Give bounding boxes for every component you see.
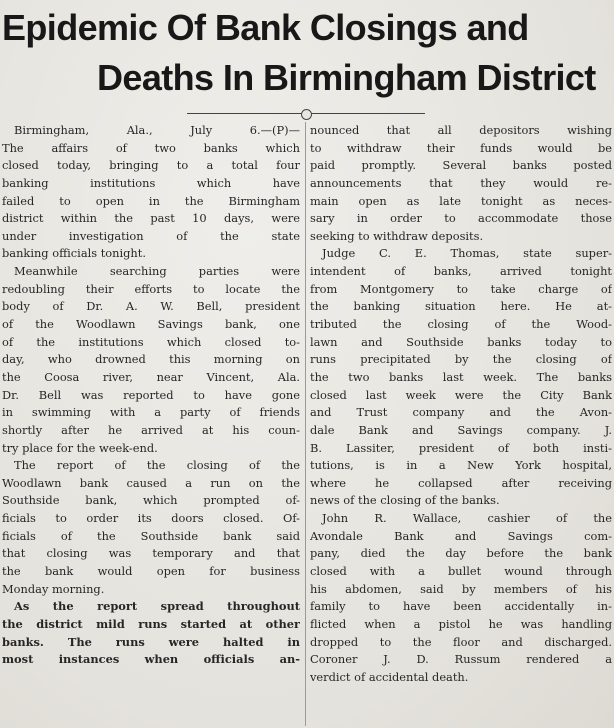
article-text-line: where he collapsed after receiving bbox=[310, 475, 612, 490]
article-text-line: announcements that they would re- bbox=[310, 175, 612, 190]
article-text-line: most instances when officials an- bbox=[2, 652, 300, 667]
article-text-line: day, who drowned this morning on bbox=[2, 352, 300, 367]
article-text-line: flicted when a pistol he was handling bbox=[310, 616, 612, 631]
article-text-line: ficials to order its doors closed. Of- bbox=[2, 511, 300, 526]
article-text-line: the district mild runs started at other bbox=[2, 616, 300, 631]
article-text-line: The affairs of two banks which bbox=[2, 140, 300, 155]
article-text-line: B. Lassiter, president of both insti- bbox=[310, 440, 612, 455]
headline-divider-ornament bbox=[301, 109, 312, 120]
article-text-line: ficials of the Southside bank said bbox=[2, 528, 300, 543]
article-text-line: try place for the week-end. bbox=[2, 440, 158, 455]
article-text-line: Judge C. E. Thomas, state super- bbox=[322, 246, 612, 261]
article-text-line: runs precipitated by the closing of bbox=[310, 352, 612, 367]
headline-line-2: Deaths In Birmingham District bbox=[97, 57, 596, 98]
article-text-line: the two banks last week. The banks bbox=[310, 369, 612, 384]
article-text-line: Woodlawn bank caused a run on the bbox=[2, 475, 300, 490]
article-text-line: in swimming with a party of friends bbox=[2, 405, 300, 420]
article-text-line: redoubling their efforts to locate the bbox=[2, 281, 300, 296]
article-text-line: As the report spread throughout bbox=[14, 599, 300, 614]
article-text-line: of the institutions which closed to- bbox=[2, 334, 300, 349]
article-text-line: The report of the closing of the bbox=[14, 458, 300, 473]
article-column-right bbox=[310, 122, 612, 687]
article-column-left bbox=[2, 122, 300, 669]
article-text-line: sary in order to accommodate those bbox=[310, 211, 612, 226]
article-text-line: John R. Wallace, cashier of the bbox=[322, 511, 612, 526]
headline-line-1: Epidemic Of Bank Closings and bbox=[2, 7, 529, 48]
article-text-line: pany, died the day before the bank bbox=[310, 546, 612, 561]
article-text-line: banking officials tonight. bbox=[2, 246, 146, 261]
article-text-line: failed to open in the Birmingham bbox=[2, 193, 300, 208]
article-text-line: the banking situation here. He at- bbox=[310, 299, 612, 314]
article-text-line: banks. The runs were halted in bbox=[2, 634, 300, 649]
article-text-line: his abdomen, said by members of his bbox=[310, 581, 612, 596]
article-text-line: banking institutions which have bbox=[2, 175, 300, 190]
article-text-line: family to have been accidentally in- bbox=[310, 599, 612, 614]
article-text-line: closed with a bullet wound through bbox=[310, 564, 612, 579]
article-text-line: body of Dr. A. W. Bell, president bbox=[2, 299, 300, 314]
article-text-line: that closing was temporary and that bbox=[2, 546, 300, 561]
article-text-line: Monday morning. bbox=[2, 581, 105, 596]
article-text-line: nounced that all depositors wishing bbox=[310, 123, 612, 137]
article-text-line: verdict of accidental death. bbox=[310, 669, 469, 684]
article-text-line: Birmingham, Ala., July 6.—(P)— bbox=[14, 123, 300, 137]
article-text-line: news of the closing of the banks. bbox=[310, 493, 500, 508]
article-text-line: closed today, bringing to a total four bbox=[2, 158, 300, 173]
article-text-line: tributed the closing of the Wood- bbox=[310, 317, 612, 332]
article-text-line: the bank would open for business bbox=[2, 564, 300, 579]
article-text-line: intendent of banks, arrived tonight bbox=[310, 264, 612, 279]
article-text-line: to withdraw their funds would be bbox=[310, 140, 612, 155]
article-text-line: Dr. Bell was reported to have gone bbox=[2, 387, 300, 402]
article-text-line: and Trust company and the Avon- bbox=[310, 405, 612, 420]
article-text-line: tutions, is in a New York hospital, bbox=[310, 458, 612, 473]
article-text-line: dale Bank and Savings company. J. bbox=[310, 422, 612, 437]
article-text-line: paid promptly. Several banks posted bbox=[310, 158, 612, 173]
article-text-line: Meanwhile searching parties were bbox=[14, 264, 300, 279]
article-text-line: dropped to the floor and discharged. bbox=[310, 634, 612, 649]
article-text-line: closed last week were the City Bank bbox=[310, 387, 612, 402]
article-text-line: of the Woodlawn Savings bank, one bbox=[2, 317, 300, 332]
article-text-line: district within the past 10 days, were bbox=[2, 211, 300, 226]
article-text-line: shortly after he arrived at his coun- bbox=[2, 422, 300, 437]
article-text-line: lawn and Southside banks today to bbox=[310, 334, 612, 349]
article-text-line: main open as late tonight as neces- bbox=[310, 193, 612, 208]
article-text-line: the Coosa river, near Vincent, Ala. bbox=[2, 369, 300, 384]
article-text-line: seeking to withdraw deposits. bbox=[310, 228, 484, 243]
article-text-line: under investigation of the state bbox=[2, 228, 300, 243]
article-text-line: Southside bank, which prompted of- bbox=[2, 493, 300, 508]
article-text-line: Avondale Bank and Savings com- bbox=[310, 528, 612, 543]
column-divider bbox=[305, 122, 306, 726]
article-text-line: from Montgomery to take charge of bbox=[310, 281, 612, 296]
article-text-line: Coroner J. D. Russum rendered a bbox=[310, 652, 612, 667]
